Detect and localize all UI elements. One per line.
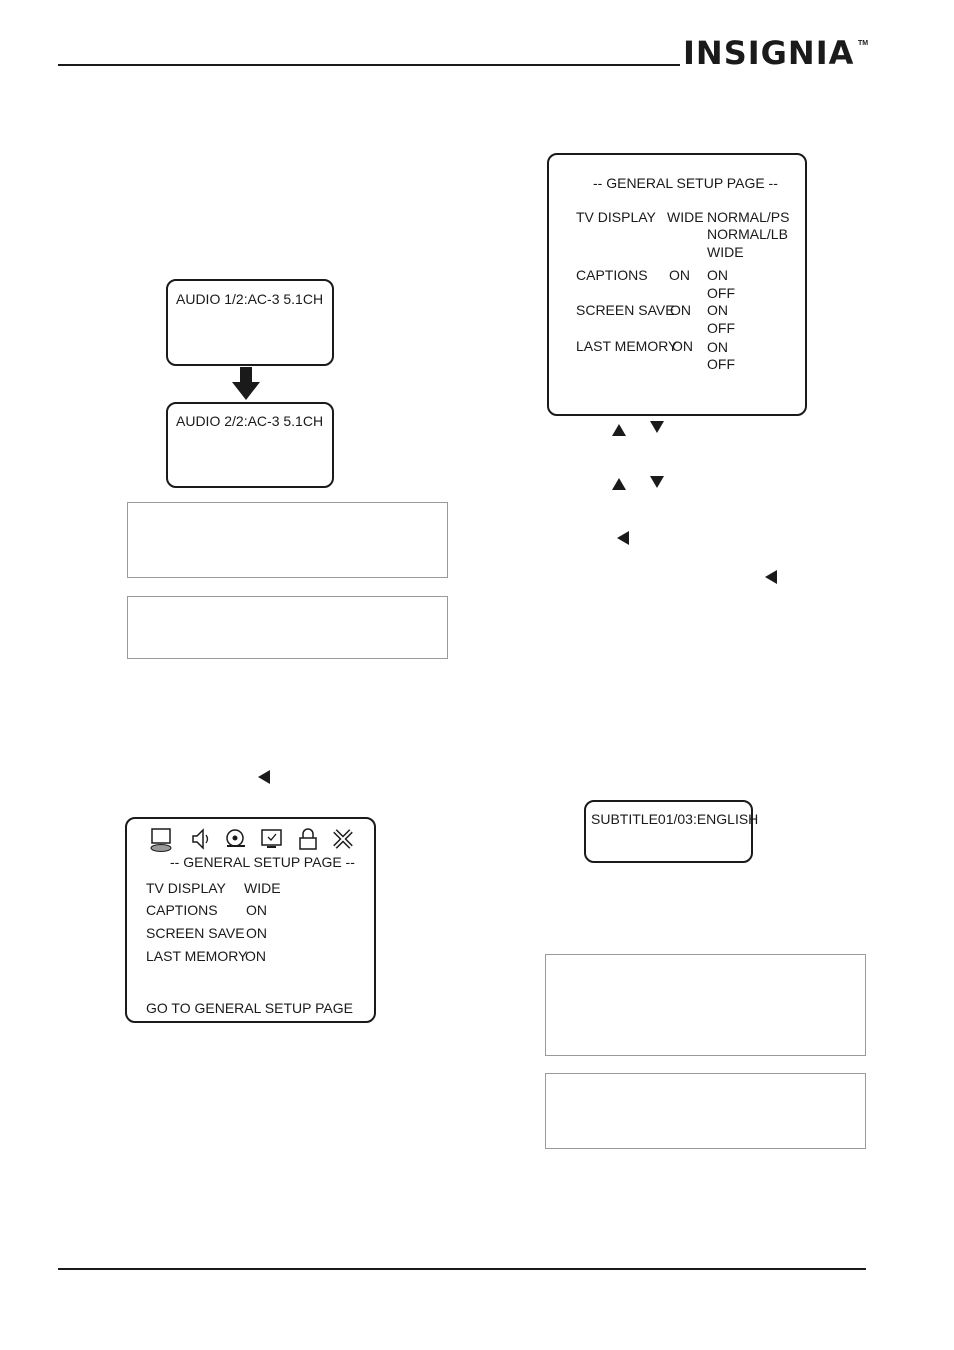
tv-display-label[interactable]: TV DISPLAY [576,209,656,225]
tv-display-value: WIDE [244,880,281,896]
screen-save-option-off[interactable]: OFF [707,320,735,336]
film-reel-icon [223,827,249,851]
setup-menu-title: -- GENERAL SETUP PAGE -- [170,854,355,870]
note-box [545,954,866,1056]
captions-label[interactable]: CAPTIONS [576,267,648,283]
last-memory-label[interactable]: LAST MEMORY [576,338,678,354]
tv-display-value: WIDE [667,209,704,225]
left-arrow-icon [617,531,629,545]
captions-option-off[interactable]: OFF [707,285,735,301]
screen-save-label[interactable]: SCREEN SAVE [576,302,675,318]
up-arrow-icon [612,478,626,490]
last-memory-option-off[interactable]: OFF [707,356,735,372]
last-memory-option-on[interactable]: ON [707,339,728,355]
down-arrow-icon [650,476,664,488]
brand-logo: INSIGNIA [683,34,855,72]
captions-value: ON [246,902,267,918]
tv-display-label[interactable]: TV DISPLAY [146,880,226,896]
last-memory-value: ON [245,948,266,964]
setup-menu-footer: GO TO GENERAL SETUP PAGE [146,1000,353,1016]
tv-display-option-wide[interactable]: WIDE [707,244,744,260]
note-box [127,502,448,578]
trademark-mark: TM [858,40,869,47]
captions-label[interactable]: CAPTIONS [146,902,218,918]
tv-display-option-normal-lb[interactable]: NORMAL/LB [707,226,788,242]
down-arrow-icon [650,421,664,433]
tv-display-option-normal-ps[interactable]: NORMAL/PS [707,209,790,225]
footer-rule [58,1268,866,1270]
setup-options-title: -- GENERAL SETUP PAGE -- [593,175,778,191]
up-arrow-icon [612,424,626,436]
speaker-icon [187,827,213,851]
screen-save-value: ON [246,925,267,941]
last-memory-value: ON [672,338,693,354]
screen-save-label[interactable]: SCREEN SAVE [146,925,245,941]
audio-track-text: AUDIO 1/2:AC-3 5.1CH [176,291,324,307]
padlock-icon [295,827,321,851]
last-memory-label[interactable]: LAST MEMORY [146,948,248,964]
screen-save-value: ON [670,302,691,318]
note-box [545,1073,866,1149]
screen-save-option-on[interactable]: ON [707,302,728,318]
display-check-icon [259,827,285,851]
audio-screen-1 [166,279,334,366]
setup-menu-screen [125,817,376,1023]
tv-icon [149,827,175,851]
captions-value: ON [669,267,690,283]
subtitle-text: SUBTITLE01/03:ENGLISH [591,811,759,827]
header-rule [58,64,680,66]
down-arrow-icon [232,367,260,401]
exit-x-icon [330,827,356,851]
left-arrow-icon [765,570,777,584]
note-box [127,596,448,659]
left-arrow-icon [258,770,270,784]
subtitle-screen [584,800,759,863]
setup-options-screen [547,153,807,416]
captions-option-on[interactable]: ON [707,267,728,283]
audio-screen-2 [166,402,334,488]
audio-track-text: AUDIO 2/2:AC-3 5.1CH [176,413,324,429]
